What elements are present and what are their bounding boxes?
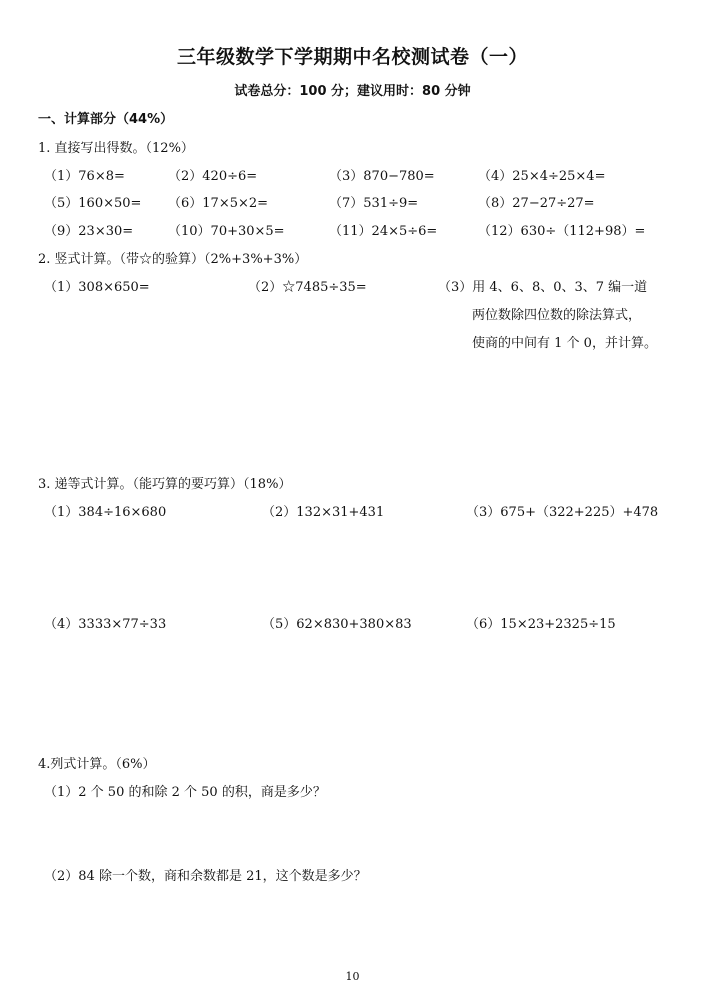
- q2-item: （2）☆7485÷35=: [248, 280, 367, 295]
- page-title: 三年级数学下学期期中名校测试卷（一）: [176, 46, 528, 68]
- q1-item: （12）630÷（112+98）=: [478, 224, 646, 239]
- question-4-heading: 4.列式计算。（6%）: [38, 757, 156, 772]
- question-2-heading: 2. 竖式计算。（带☆的验算）（2%+3%+3%）: [38, 252, 308, 267]
- section-heading-calculation: 一、计算部分（44%）: [38, 112, 174, 127]
- q1-item: （8）27−27÷27=: [478, 196, 595, 211]
- q1-item: （9）23×30=: [44, 224, 134, 239]
- q3-item: （4）3333×77÷33: [44, 617, 167, 632]
- exam-info: 试卷总分：100 分；建议用时：80 分钟: [234, 84, 471, 99]
- q1-item: （10）70+30×5=: [168, 224, 285, 239]
- q3-item: （6）15×23+2325÷15: [466, 617, 616, 632]
- q1-item: （2）420÷6=: [168, 169, 258, 184]
- q1-item: （6）17×5×2=: [168, 196, 269, 211]
- q2-item: （3）用 4、6、8、0、3、7 编一道: [438, 280, 648, 295]
- q3-item: （5）62×830+380×83: [262, 617, 412, 632]
- q1-item: （5）160×50=: [44, 196, 142, 211]
- q1-item: （1）76×8=: [44, 169, 125, 184]
- page-number: 10: [345, 970, 360, 983]
- q3-item: （2）132×31+431: [262, 505, 385, 520]
- q2-item-line: 两位数除四位数的除法算式，: [472, 308, 642, 323]
- q4-item: （1）2 个 50 的和除 2 个 50 的积，商是多少？: [44, 785, 326, 800]
- q2-item-line: 使商的中间有 1 个 0，并计算。: [472, 336, 657, 351]
- question-3-heading: 3. 递等式计算。（能巧算的要巧算）（18%）: [38, 477, 292, 492]
- q1-item: （11）24×5÷6=: [329, 224, 438, 239]
- q3-item: （3）675+（322+225）+478: [466, 505, 659, 520]
- q3-item: （1）384÷16×680: [44, 505, 167, 520]
- q2-item: （1）308×650=: [44, 280, 150, 295]
- q4-item: （2）84 除一个数，商和余数都是 21，这个数是多少？: [44, 869, 367, 884]
- q1-item: （4）25×4÷25×4=: [478, 169, 606, 184]
- q1-item: （3）870−780=: [329, 169, 435, 184]
- question-1-heading: 1. 直接写出得数。（12%）: [38, 141, 194, 156]
- q1-item: （7）531÷9=: [329, 196, 419, 211]
